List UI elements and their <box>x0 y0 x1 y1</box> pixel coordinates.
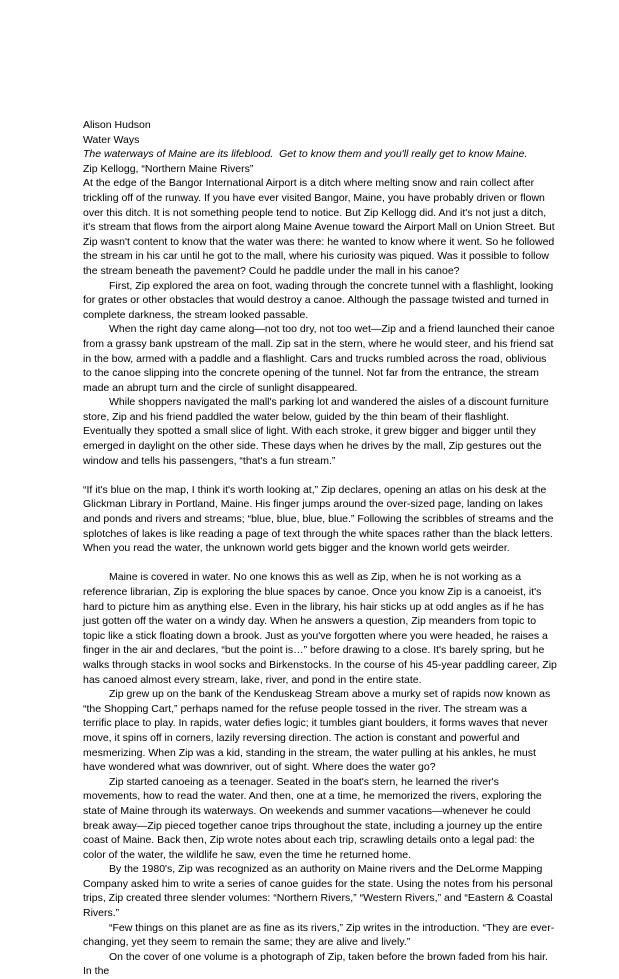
paragraph-spacer <box>83 468 557 483</box>
author-name: Alison Hudson <box>83 119 151 131</box>
paragraph: Zip started canoeing as a teenager. Seated in the boat's stern, he learned the river's movements, how to read the water. And then, one at a time, he memorized the rivers, exploring the state of Maine through its waterways. On weekends and summer vacations—whenever he could break away—Zip pieced together canoe trips throughout the state, including a journey up the entire coast of Maine. Back then, Zip wrote notes about each trip, scrawling details onto a legal pad: the color of the water, the wildlife he saw, even the time he returned home. <box>83 775 546 861</box>
document-title: Water Ways <box>83 133 140 146</box>
paragraph: First, Zip explored the area on foot, wading through the concrete tunnel with a flashlight, looking for grates or other obstacles that would destroy a canoe. Although the passage twisted and turned in complete darkness, the stream looked passable. <box>83 279 557 321</box>
paragraph: By the 1980's, Zip was recognized as an authority on Maine rivers and the DeLorme Mapping Company asked him to write a series of canoe guides for the state. Using the notes from his personal trips, Zip created three slender volumes: “Northern Rivers,” “Western Rivers,” and “Eastern & Coastal Rivers.” <box>83 863 556 920</box>
document-body <box>83 176 560 979</box>
paragraph: While shoppers navigated the mall's parking lot and wandered the aisles of a discount furniture store, Zip and his friend paddled the water below, guided by the thin beam of their flashlight. Eventually they spotted a small slice of light. With each stroke, it grew bigger and bigger until they emerged in daylight on the other side. These days when he drives by the mall, Zip gestures out the window and tells his passengers, “that's a fun stream.” <box>83 396 552 467</box>
paragraph: Zip grew up on the bank of the Kenduskeag Stream above a murky set of rapids now known as “the Shopping Cart,” perhaps named for the refuse people tossed in the river. The stream was a terrific place to play. In rapids, water defies logic; it tumbles giant boulders, it forms waves that never move, it spins off in corners, lazily reversing direction. The action is constant and powerful and mesmerizing. When Zip was a kid, standing in the stream, the water pulling at his ankles, he must have wondered what was downriver, out of sight. Where does the water go? <box>83 688 554 774</box>
epigraph-text: The waterways of Maine are its lifeblood. Get to know them and you'll really get to know Maine. <box>83 148 528 161</box>
paragraph: “If it's blue on the map, I think it's worth looking at,” Zip declares, opening an atlas on his desk at the Glickman Library in Portland, Maine. His finger jumps around the over-sized page, landing on lakes and ponds and rivers and streams; “blue, blue, blue, blue.” Following the scribbles of streams and the splotches of lakes is like reading a page of text through the white spaces rather than the black letters. When you read the water, the unknown world gets bigger and the known world gets weirder. <box>83 483 557 555</box>
epigraph-attribution: Zip Kellogg, “Northern Maine Rivers” <box>83 162 254 175</box>
paragraph-spacer <box>83 556 557 571</box>
paragraph: When the right day came along—not too dry, not too wet—Zip and a friend launched their canoe from a grassy bank upstream of the mall. Zip sat in the stern, where he would steer, and his friend sat in the bow, armed with a paddle and a flashlight. Cars and trucks rumbled across the road, oblivious to the canoe slipping into the concrete opening of the tunnel. Not far from the entrance, the stream made an abrupt turn and the circle of sunlight disappeared. <box>83 323 558 394</box>
paragraph: “Few things on this planet are as fine as its rivers,” Zip writes in the introduction. “They are ever-changing, yet they seem to remain the same; they are alive and lively.” <box>83 921 555 949</box>
paragraph: At the edge of the Bangor International Airport is a ditch where melting snow and rain collect after trickling off of the runway. If you have ever visited Bangor, Maine, you have probably driven or flown over this ditch. It is not something people tend to notice. But Zip Kellogg did. And it's not just a ditch, it's stream that flows from the airport along Maine Avenue toward the Airport Mall on Union Street. But Zip wasn't content to know that the water was there: he wanted to know where it went. So he followed the stream in his car until he got to the mall, where his curiosity was piqued. Was it possible to follow the stream beneath the pavement? Could he paddle under the mall in his canoe? <box>83 177 558 277</box>
document-header <box>83 118 557 176</box>
paragraph: Maine is covered in water. No one knows this as well as Zip, when he is not working as a reference librarian, Zip is exploring the blue spaces by canoe. Once you know Zip is a canoeist, it's hard to picture him as anything else. Even in the library, his hair sticks up at odd angles as if he has just gotten off the water on a windy day. When he answers a question, Zip meanders from topic to topic like a stick floating down a brook. Just as you've forgotten where you were headed, he raises a finger in the air and declares, “but the point is…” before drawing to a close. It's barely spring, but he walks through stacks in wool socks and Birkenstocks. In the course of his 45-year paddling career, Zip has canoed almost every stream, lake, river, and pond in the entire state. <box>83 571 560 686</box>
paragraph: On the cover of one volume is a photograph of Zip, taken before the brown faded from his hair. In the <box>83 950 551 978</box>
